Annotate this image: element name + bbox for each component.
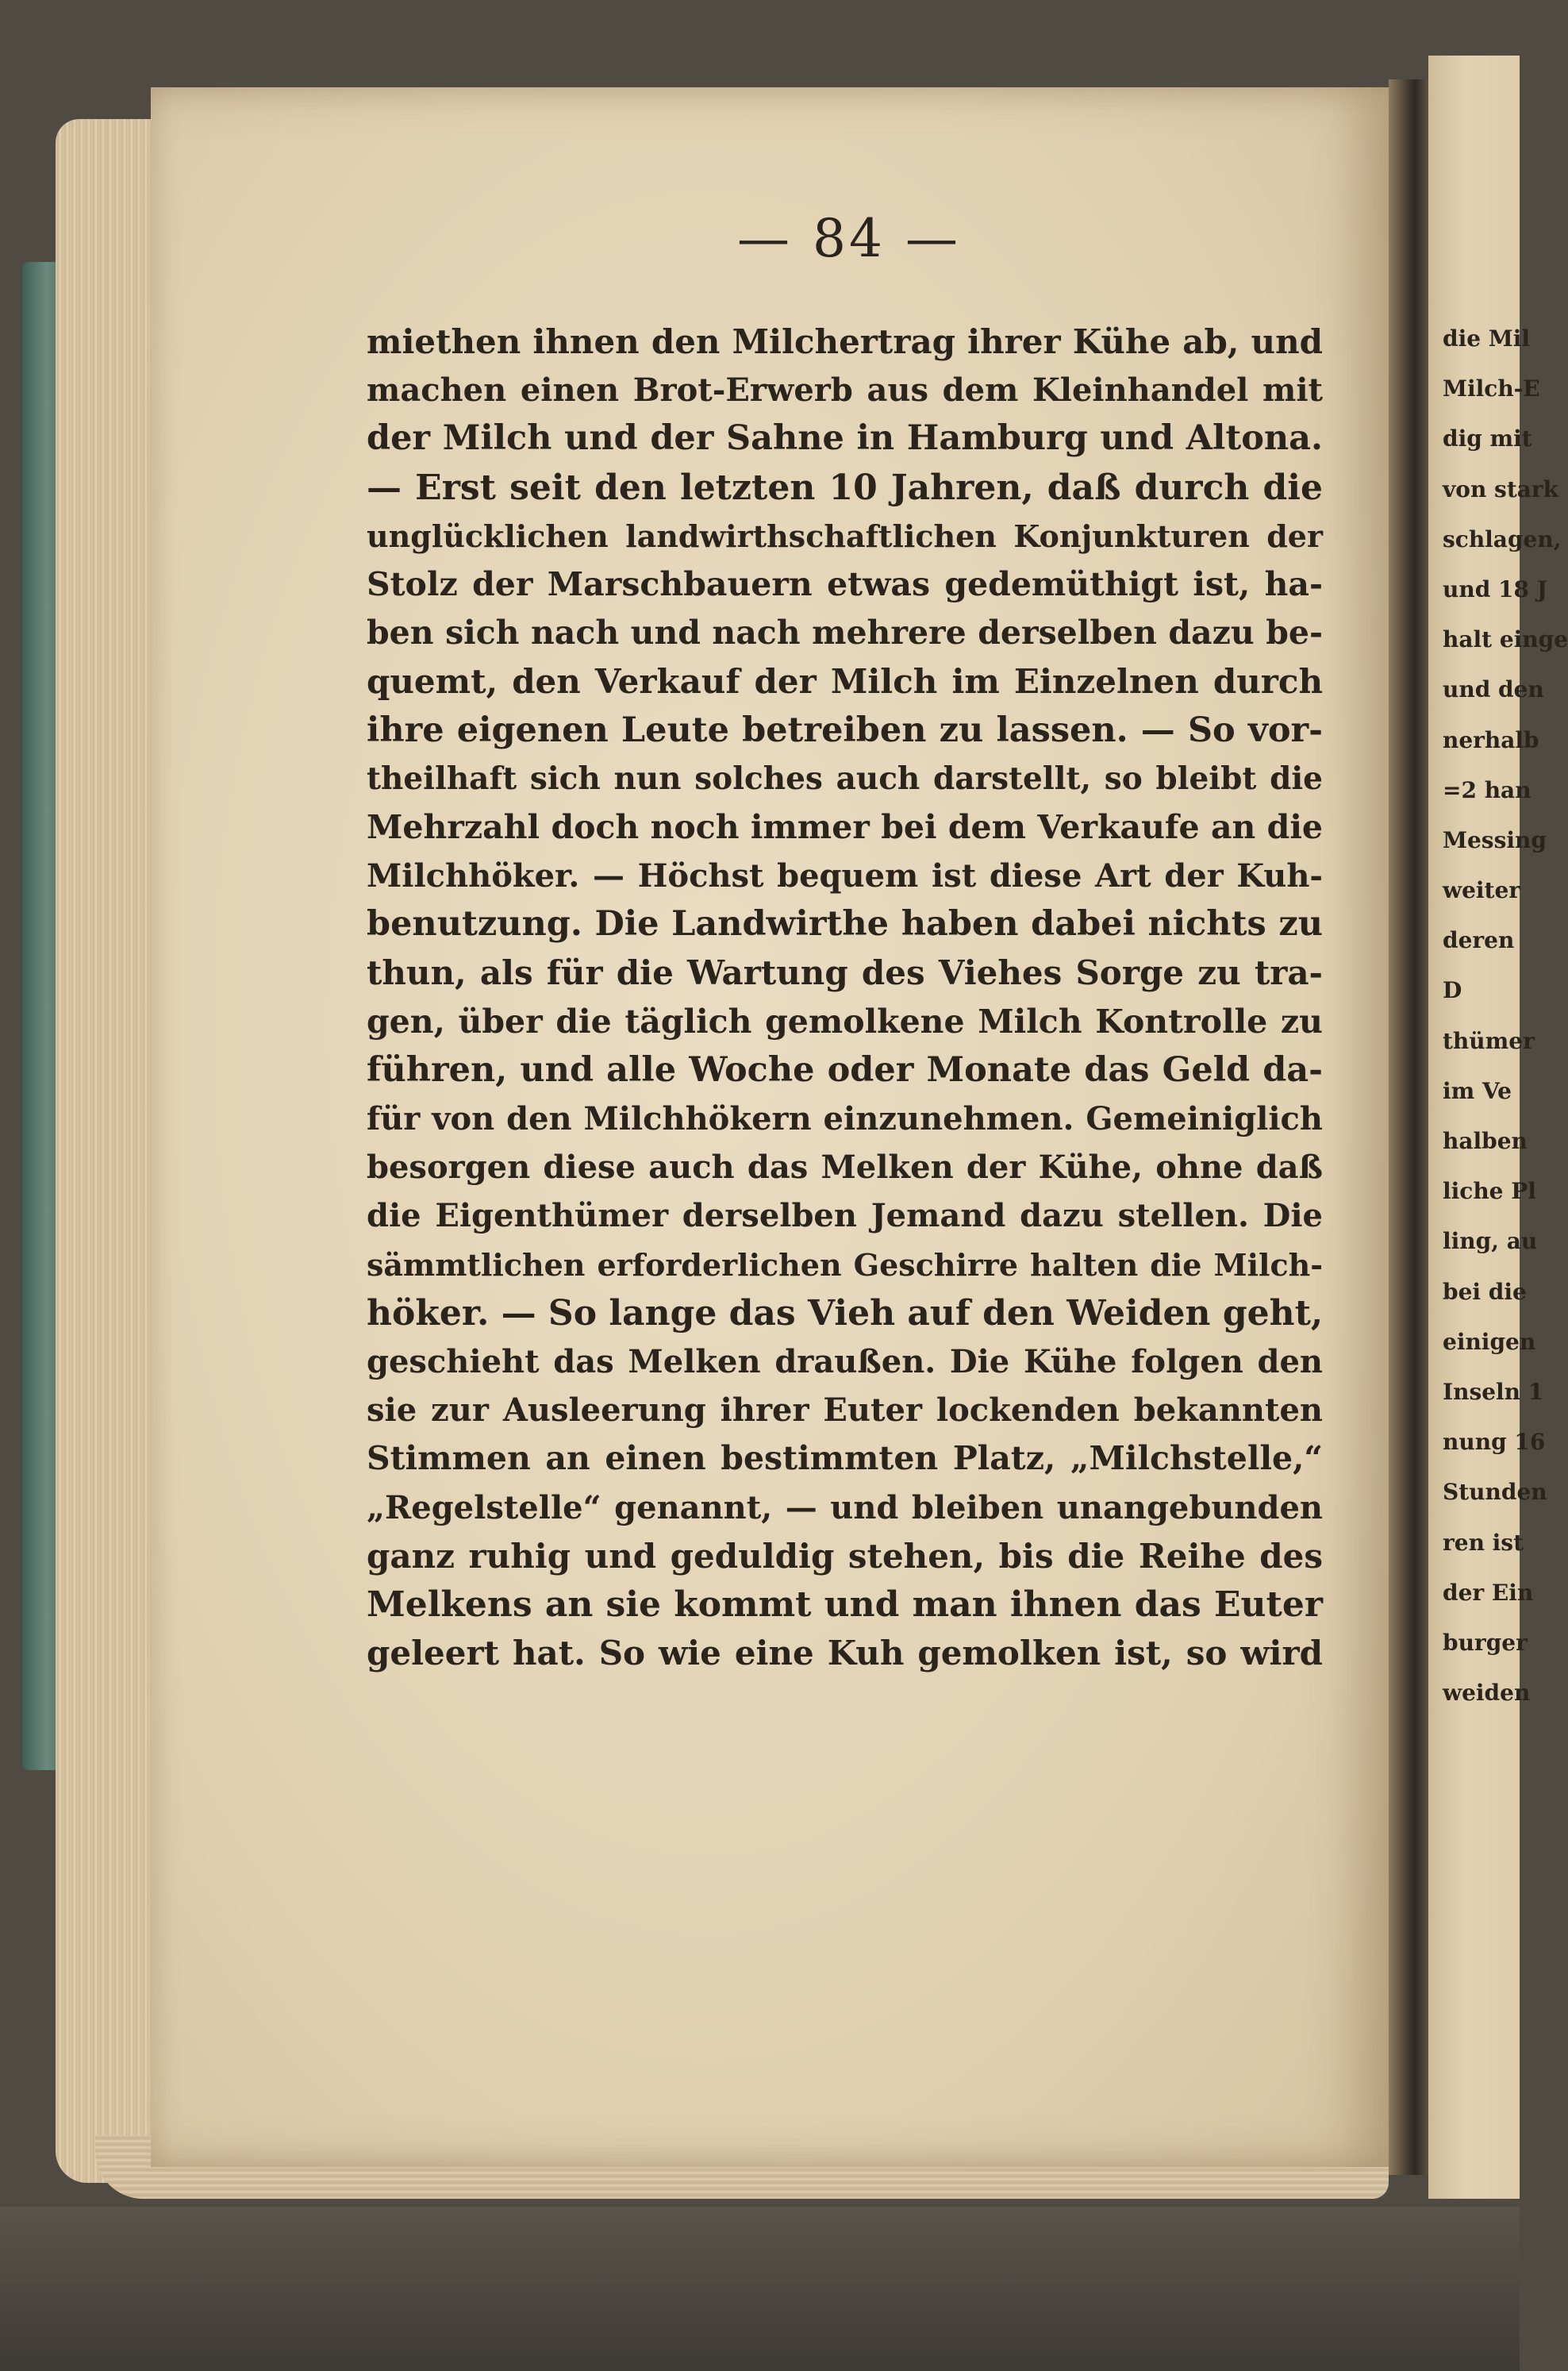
text-line: Milchhöker. — Höchst bequem ist diese Art der Kuh- bbox=[367, 857, 1323, 895]
text-line: „Regelstelle“ genannt, — und bleiben unangebunden bbox=[367, 1488, 1323, 1526]
text-line: ihre eigenen Leute betreiben zu lassen. — So vor- bbox=[367, 710, 1323, 750]
text-line: für von den Milchhökern einzunehmen. Gemeiniglich bbox=[367, 1100, 1323, 1137]
fragment-line: liche Pl bbox=[1443, 1178, 1536, 1205]
fragment-line: thümer bbox=[1443, 1027, 1535, 1054]
text-line: Mehrzahl doch noch immer bei dem Verkaufe an die bbox=[367, 807, 1323, 846]
text-line: sie zur Ausleerung ihrer Euter lockenden bekannten bbox=[367, 1391, 1323, 1430]
text-line: höker. — So lange das Vieh auf den Weiden geht, bbox=[367, 1292, 1324, 1334]
fragment-line: burger bbox=[1443, 1629, 1528, 1656]
fragment-line: halt einge bbox=[1443, 626, 1568, 653]
fragment-line: ling, au bbox=[1443, 1228, 1538, 1255]
fragment-line: bei die bbox=[1443, 1278, 1527, 1305]
text-line: machen einen Brot-Erwerb aus dem Kleinhandel mit bbox=[367, 371, 1323, 410]
fragment-line: im Ve bbox=[1443, 1077, 1512, 1104]
fragment-line: weiden bbox=[1443, 1680, 1531, 1707]
text-line: theilhaft sich nun solches auch darstellt, so bleibt die bbox=[367, 760, 1323, 797]
text-line: Melkens an sie kommt und man ihnen das Euter bbox=[367, 1584, 1323, 1625]
text-line: gen, über die täglich gemolkene Milch Kontrolle zu bbox=[367, 1002, 1323, 1041]
fragment-line: deren bbox=[1443, 927, 1515, 954]
text-line: besorgen diese auch das Melken der Kühe, ohne daß bbox=[367, 1149, 1323, 1187]
fragment-line: die Mil bbox=[1443, 325, 1531, 352]
fragment-line: schlagen, bbox=[1443, 525, 1562, 552]
fragment-line: ren ist bbox=[1443, 1529, 1524, 1556]
text-line: ben sich nach und nach mehrere derselben dazu be- bbox=[367, 614, 1323, 652]
fragment-line: einigen bbox=[1443, 1328, 1536, 1355]
fragment-line: und den bbox=[1443, 676, 1544, 703]
page-number: — 84 — bbox=[737, 208, 961, 269]
fragment-line: dig mit bbox=[1443, 425, 1532, 452]
text-line: Stolz der Marschbauern etwas gedemüthigt ist, ha- bbox=[367, 564, 1323, 603]
text-line: thun, als für die Wartung des Viehes Sorge zu tra- bbox=[367, 953, 1323, 993]
text-line: unglücklichen landwirthschaftlichen Konjunkturen der bbox=[367, 518, 1323, 554]
fragment-line: D bbox=[1443, 977, 1462, 1004]
fragment-line: Stunden bbox=[1443, 1479, 1547, 1506]
fragment-line: und 18 J bbox=[1443, 575, 1548, 602]
text-line: Stimmen an einen bestimmten Platz, „Milchstelle,“ bbox=[367, 1439, 1323, 1478]
text-line: benutzung. Die Landwirthe haben dabei nichts zu bbox=[367, 904, 1323, 945]
fragment-line: weiter bbox=[1443, 877, 1521, 904]
text-line: quemt, den Verkauf der Milch im Einzelnen durch bbox=[367, 662, 1323, 702]
text-line: geleert hat. So wie eine Kuh gemolken ist, so wird bbox=[367, 1634, 1323, 1673]
body-text bbox=[367, 318, 1323, 1677]
right-page-text-fragments bbox=[1443, 314, 1568, 1718]
fragment-line: der Ein bbox=[1443, 1579, 1534, 1606]
background-surface bbox=[0, 2207, 1520, 2371]
text-line: führen, und alle Woche oder Monate das Geld da- bbox=[367, 1049, 1323, 1090]
text-line: geschieht das Melken draußen. Die Kühe folgen den bbox=[367, 1342, 1323, 1380]
fragment-line: Inseln 1 bbox=[1443, 1378, 1544, 1405]
text-line: ganz ruhig und geduldig stehen, bis die Reihe des bbox=[367, 1536, 1323, 1576]
fragment-line: nung 16 bbox=[1443, 1429, 1546, 1456]
fragment-line: nerhalb bbox=[1443, 726, 1539, 753]
fragment-line: Messing bbox=[1443, 826, 1547, 853]
text-line: die Eigenthümer derselben Jemand dazu stellen. Die bbox=[367, 1197, 1323, 1235]
text-line: — Erst seit den letzten 10 Jahren, daß durch die bbox=[367, 467, 1323, 508]
text-line: miethen ihnen den Milchertrag ihrer Kühe ab, und bbox=[367, 322, 1323, 361]
fragment-line: von stark bbox=[1443, 475, 1559, 502]
fragment-line: halben bbox=[1443, 1128, 1528, 1154]
text-line: der Milch und der Sahne in Hamburg und Altona. bbox=[367, 418, 1323, 459]
fragment-line: =2 han bbox=[1443, 776, 1531, 803]
text-line: sämmtlichen erforderlichen Geschirre halten die Milch- bbox=[367, 1246, 1323, 1283]
fragment-line: Milch-E bbox=[1443, 375, 1540, 402]
